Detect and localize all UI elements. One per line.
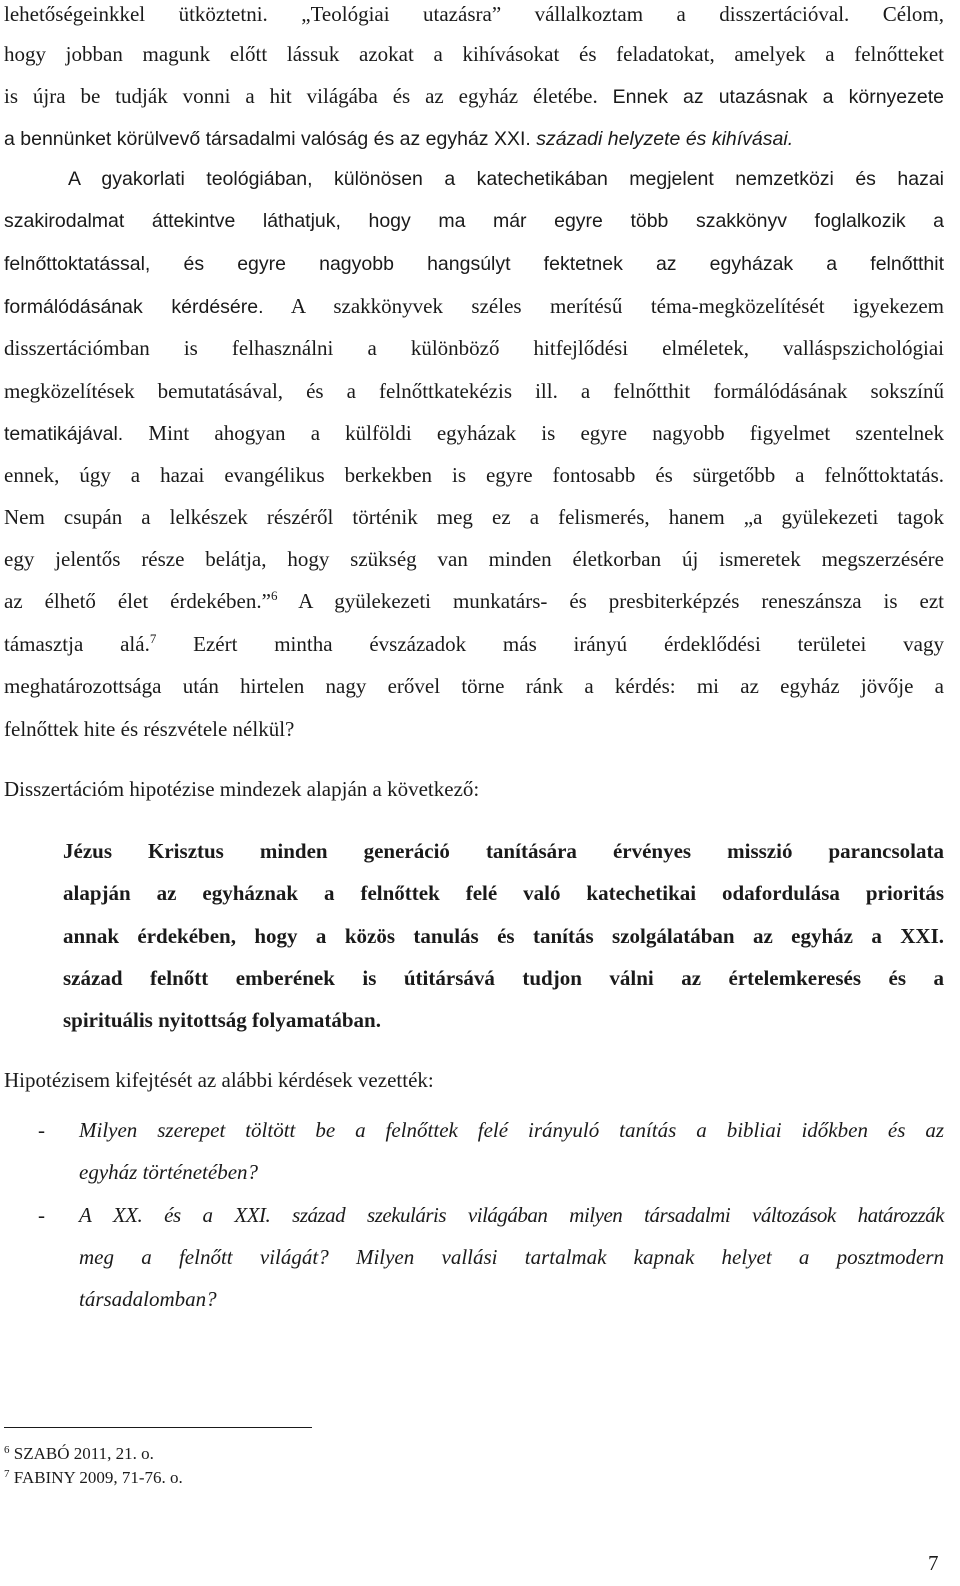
paragraph-2-line-1: A gyakorlati teológiában, különösen a katechetikában megjelent nemzetközi és hazai xyxy=(68,168,944,190)
paragraph-1-line-4-b: századi helyzete és kihívásai. xyxy=(536,128,794,150)
footnote-7 xyxy=(4,1468,183,1488)
hypothesis-line-2: alapján az egyháznak a felnőttek felé való katechetikai odafordulása prioritás xyxy=(63,881,944,905)
paragraph-1-line-3 xyxy=(4,84,944,109)
paragraph-1-line-4 xyxy=(4,127,944,151)
paragraph-2-line-8: ennek, úgy a hazai evangélikus berkekben is egyre fontosabb és sürgetőbb a felnőttoktatás. xyxy=(4,463,944,487)
paragraph-1-line-4-a: a bennünket körülvevő társadalmi valóság és az egyház XXI. xyxy=(4,128,531,150)
paragraph-2-line-7-b: Mint ahogyan a külföldi egyházak is egyre nagyobb figyelmet szentelnek xyxy=(148,421,944,445)
paragraph-2-line-7-a: tematikájával. xyxy=(4,423,124,445)
paragraph-2-line-12 xyxy=(4,632,944,656)
paragraph-2-line-3: felnőttoktatással, és egyre nagyobb hangsúlyt fektetnek az egyházak a felnőtthit xyxy=(4,253,944,275)
paragraph-2-line-9: Nem csupán a lelkészek részéről történik meg ez a felismerés, hanem „a gyülekezeti tagok xyxy=(4,505,944,529)
paragraph-2-line-2: szakirodalmat áttekintve láthatjuk, hogy ma már egyre több szakkönyv foglalkozik a xyxy=(4,210,944,232)
question-1-dash: - xyxy=(38,1118,45,1142)
paragraph-2-line-11 xyxy=(4,589,944,613)
paragraph-2-line-13: meghatározottsága után hirtelen nagy erővel törne ránk a kérdés: mi az egyház jövője a xyxy=(4,674,944,698)
paragraph-2-line-11-a: az élhető élet érdekében.” xyxy=(4,589,271,613)
paragraph-2-line-4-a: formálódásának kérdésére. xyxy=(4,296,264,318)
page-number: 7 xyxy=(928,1551,939,1575)
paragraph-2-line-6: megközelítések bemutatásával, és a felnőttkatekézis ill. a felnőtthit formálódásának sokszínű xyxy=(4,379,944,403)
paragraph-1-line-3-a: is újra be tudják vonni a hit világába és az egyház életébe. xyxy=(4,84,598,108)
footnote-6 xyxy=(4,1444,154,1464)
footnote-separator xyxy=(4,1427,312,1428)
paragraph-2-line-14: felnőttek hite és részvétele nélkül? xyxy=(4,717,295,741)
paragraph-2-line-10: egy jelentős része belátja, hogy szükség van minden életkorban új ismeretek megszerzésére xyxy=(4,547,944,571)
hypothesis-line-5: spirituális nyitottság folyamatában. xyxy=(63,1008,381,1032)
paragraph-1-line-2: hogy jobban magunk előtt lássuk azokat a kihívásokat és feladatokat, amelyek a felnőtteket xyxy=(4,42,944,66)
hypothesis-line-3: annak érdekében, hogy a közös tanulás és tanítás szolgálatában az egyház a XXI. xyxy=(63,924,944,948)
footnote-7-number: 7 xyxy=(4,1468,10,1480)
paragraph-2-line-12-a: támasztja alá. xyxy=(4,632,150,656)
footnote-ref-6: 6 xyxy=(270,588,278,603)
question-2-line-2: meg a felnőtt világát? Milyen vallási tartalmak kapnak helyet a posztmodern xyxy=(79,1245,944,1269)
questions-intro: Hipotézisem kifejtését az alábbi kérdések vezették: xyxy=(4,1068,434,1092)
question-2-line-1: A XX. és a XXI. század szekuláris világában milyen társadalmi változások határozzák xyxy=(79,1203,944,1227)
paragraph-1-line-3-b: Ennek az utazásnak a környezete xyxy=(612,86,944,108)
footnote-7-text: FABINY 2009, 71-76. o. xyxy=(13,1468,183,1487)
paragraph-1-line-1: lehetőségeinkkel ütköztetni. „Teológiai utazásra” vállalkoztam a disszertációval. Célom, xyxy=(4,2,944,26)
paragraph-2-line-4 xyxy=(4,294,944,319)
question-2-line-3: társadalomban? xyxy=(79,1287,217,1311)
hypothesis-line-4: század felnőtt emberének is útitársává tudjon válni az értelemkeresés és a xyxy=(63,966,944,990)
question-1-line-2: egyház történetében? xyxy=(79,1160,259,1184)
footnote-6-number: 6 xyxy=(4,1444,10,1456)
footnote-ref-7: 7 xyxy=(149,631,157,646)
paragraph-2-line-7 xyxy=(4,421,944,446)
question-2-dash: - xyxy=(38,1203,45,1227)
footnote-6-text: SZABÓ 2011, 21. o. xyxy=(13,1444,154,1463)
hypothesis-line-1: Jézus Krisztus minden generáció tanítására érvényes misszió parancsolata xyxy=(63,839,944,863)
paragraph-2-line-11-b: A gyülekezeti munkatárs- és presbiterképzés reneszánsza is ezt xyxy=(298,589,944,613)
paragraph-2-line-4-b: A szakkönyvek széles merítésű téma-megközelítését igyekezem xyxy=(290,294,944,318)
paragraph-2-line-12-b: Ezért mintha évszázadok más irányú érdeklődési területei vagy xyxy=(193,632,944,656)
question-1-line-1: Milyen szerepet töltött be a felnőttek felé irányuló tanítás a bibliai időkben és az xyxy=(79,1118,944,1142)
paragraph-2-line-5: disszertációmban is felhasználni a különböző hitfejlődési elméletek, valláspszichológiai xyxy=(4,336,944,360)
hypothesis-intro: Disszertációm hipotézise mindezek alapján a következő: xyxy=(4,777,480,801)
